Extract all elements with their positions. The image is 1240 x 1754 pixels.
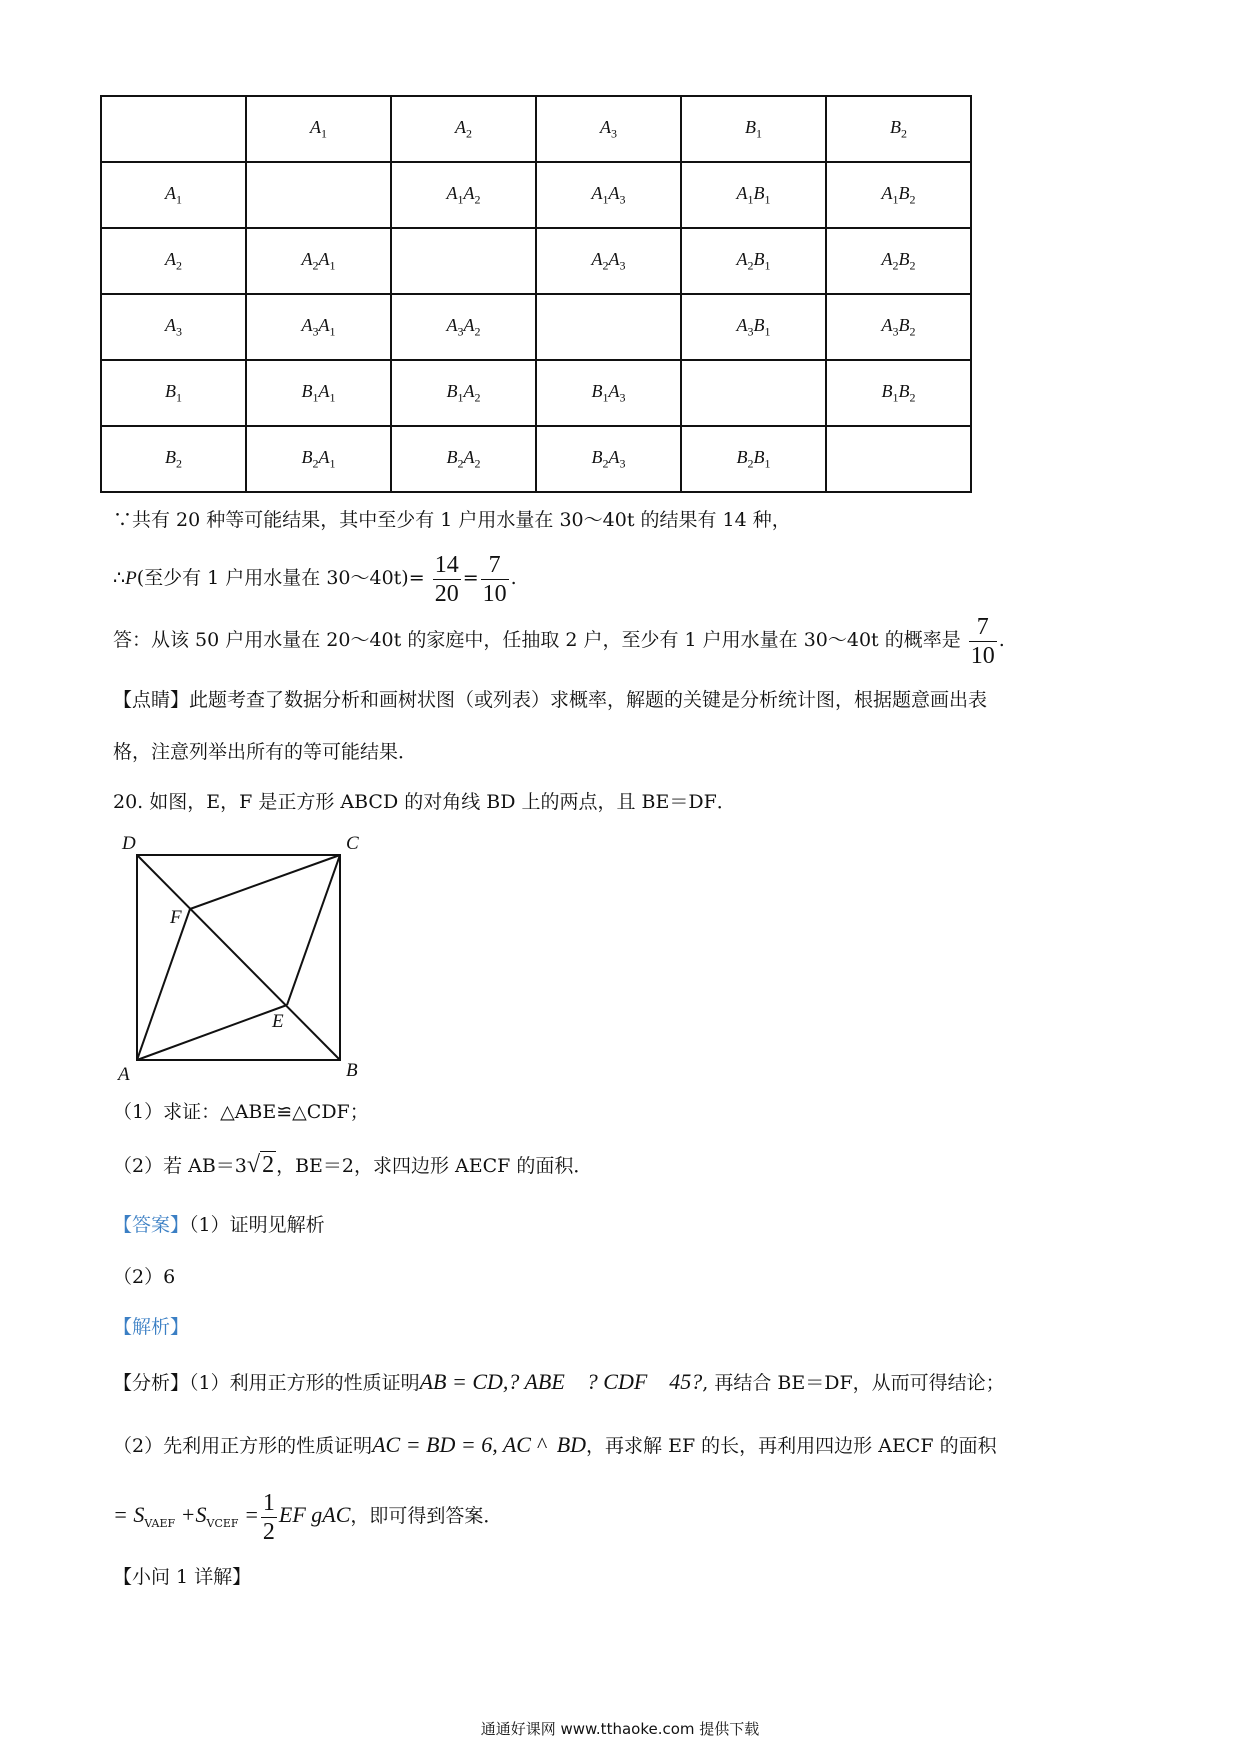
fraction-14-20	[433, 551, 461, 608]
period: .	[510, 567, 517, 589]
answer-text: 答：从该 50 户用水量在 20～40t 的家庭中，任抽取 2 户，至少有 1 户用水量在 30～40t 的概率是	[113, 629, 961, 651]
answer-1: （1）证明见解析	[189, 1214, 325, 1236]
table-cell: $A_1$	[246, 96, 391, 162]
therefore-line	[113, 548, 517, 609]
table-cell: $A_2$	[391, 96, 536, 162]
analysis-line-2	[113, 1430, 997, 1461]
fenxi-3-sub2: VCEF	[206, 1516, 239, 1530]
label-a: A	[118, 1064, 130, 1085]
answer-fraction	[969, 613, 997, 670]
table-cell: $A_2A_1$	[246, 228, 391, 294]
part-1: （1）求证：△ABE≌△CDF；	[113, 1101, 369, 1123]
sqrt-2: √2	[246, 1152, 275, 1178]
table-cell: $A_3B_2$	[826, 294, 971, 360]
table-row	[101, 228, 971, 294]
table-cell: $A_1B_1$	[681, 162, 826, 228]
analysis-line-1	[113, 1367, 1005, 1398]
segment-fc	[190, 855, 340, 909]
comment-line-2: 格，注意列举出所有的等可能结果．	[113, 741, 418, 763]
label-b: B	[346, 1060, 358, 1081]
fenxi-3b: +S	[175, 1502, 207, 1527]
table-cell: $B_1A_2$	[391, 360, 536, 426]
answer-tag: 【答案】	[113, 1214, 190, 1236]
frac-den: 10	[970, 642, 995, 669]
table-cell: $B_2A_3$	[536, 426, 681, 492]
table-cell: $A_2B_1$	[681, 228, 826, 294]
fenxi-2a: （2）先利用正方形的性质证明	[113, 1435, 373, 1457]
outcome-table	[100, 95, 972, 493]
table-cell: $A_2$	[101, 228, 246, 294]
table-cell: $A_3A_1$	[246, 294, 391, 360]
table-cell: $B_2$	[826, 96, 971, 162]
part-2	[113, 1150, 592, 1181]
table-cell: $A_1A_3$	[536, 162, 681, 228]
fenxi-3e: ，即可得到答案．	[350, 1505, 503, 1527]
equals-sign: =	[462, 567, 479, 589]
fenxi-3-sub1: VAEF	[144, 1516, 176, 1530]
fenxi-3c: =	[238, 1502, 259, 1527]
label-c: C	[346, 833, 359, 854]
fenxi-1-math: AB = CD,? ABE ? CDF 45?	[419, 1369, 703, 1394]
table-cell: $A_2B_2$	[826, 228, 971, 294]
table-cell	[246, 162, 391, 228]
radicand: 2	[262, 1152, 275, 1178]
analysis-tag: 【解析】	[113, 1316, 190, 1338]
table-cell	[681, 360, 826, 426]
table-cell: $B_1$	[681, 96, 826, 162]
because-line: ∵共有 20 种等可能结果，其中至少有 1 户用水量在 30～40t 的结果有 14 种，	[113, 509, 791, 531]
fenxi-2-math: AC = BD = 6, AC ^ BD	[372, 1432, 587, 1457]
label-d: D	[122, 833, 136, 854]
answer-block	[113, 1210, 325, 1240]
therefore-text: (至少有 1 户用水量在 30～40t)=	[136, 567, 425, 589]
table-cell: $A_3$	[101, 294, 246, 360]
diagonal-bd	[137, 855, 340, 1060]
table-header-row	[101, 96, 971, 162]
fenxi-1a: 【分析】（1）利用正方形的性质证明	[113, 1372, 420, 1394]
table-row	[101, 294, 971, 360]
frac-den: 2	[262, 1518, 275, 1545]
table-cell	[391, 228, 536, 294]
frac-den: 10	[482, 580, 507, 607]
table-row	[101, 426, 971, 492]
table-cell	[101, 96, 246, 162]
table-cell: $B_2$	[101, 426, 246, 492]
table-cell: $B_1A_3$	[536, 360, 681, 426]
analysis-line-3	[113, 1485, 502, 1554]
segment-ae	[137, 1005, 287, 1060]
table-cell: $A_1$	[101, 162, 246, 228]
label-e: E	[272, 1011, 284, 1032]
segment-ec	[287, 855, 340, 1005]
frac-num: 7	[481, 551, 509, 580]
table-row	[101, 360, 971, 426]
table-cell: $B_2B_1$	[681, 426, 826, 492]
table-cell: $A_3$	[536, 96, 681, 162]
part2-text-b: ，BE＝2，求四边形 AECF 的面积．	[276, 1155, 593, 1177]
table-cell	[826, 426, 971, 492]
table-cell: $B_1$	[101, 360, 246, 426]
period: .	[998, 629, 1005, 651]
fenxi-2b: ，再求解 EF 的长，再利用四边形 AECF 的面积	[586, 1435, 997, 1457]
square-figure	[110, 825, 370, 1085]
segment-af	[137, 909, 190, 1060]
table-cell: $A_1A_2$	[391, 162, 536, 228]
sub-question-1-heading: 【小问 1 详解】	[113, 1566, 252, 1588]
label-f: F	[170, 907, 182, 928]
table-cell: $B_1B_2$	[826, 360, 971, 426]
answer-line	[113, 610, 1005, 670]
table-cell: $A_3A_2$	[391, 294, 536, 360]
therefore-symbol: ∴	[113, 567, 126, 589]
part2-text-a: （2）若 AB＝3	[113, 1155, 247, 1177]
table-cell: $B_1A_1$	[246, 360, 391, 426]
table-row	[101, 162, 971, 228]
question-20: 20. 如图，E，F 是正方形 ABCD 的对角线 BD 上的两点，且 BE＝DF．	[113, 791, 736, 813]
fenxi-3a: = S	[113, 1502, 145, 1527]
fenxi-3d: EF gAC	[278, 1502, 351, 1527]
fenxi-1b: , 再结合 BE＝DF，从而可得结论；	[702, 1372, 1005, 1394]
table-cell: $A_1B_2$	[826, 162, 971, 228]
footer: 通通好课网 www.tthaoke.com 提供下载	[480, 1720, 760, 1738]
frac-num: 7	[969, 613, 997, 642]
frac-num: 1	[262, 1489, 275, 1516]
prob-p: P	[125, 568, 137, 589]
table-cell: $A_3B_1$	[681, 294, 826, 360]
table-cell: $B_2A_2$	[391, 426, 536, 492]
comment-line-1: 【点睛】此题考查了数据分析和画树状图（或列表）求概率，解题的关键是分析统计图，根据题意画出表	[113, 689, 988, 711]
frac-num: 14	[434, 551, 459, 578]
table-cell	[536, 294, 681, 360]
frac-den: 20	[434, 580, 459, 607]
answer-2: （2）6	[113, 1266, 176, 1288]
table-cell: $B_2A_1$	[246, 426, 391, 492]
table-cell: $A_2A_3$	[536, 228, 681, 294]
fraction-7-10	[481, 551, 509, 608]
fraction-half	[261, 1489, 277, 1546]
